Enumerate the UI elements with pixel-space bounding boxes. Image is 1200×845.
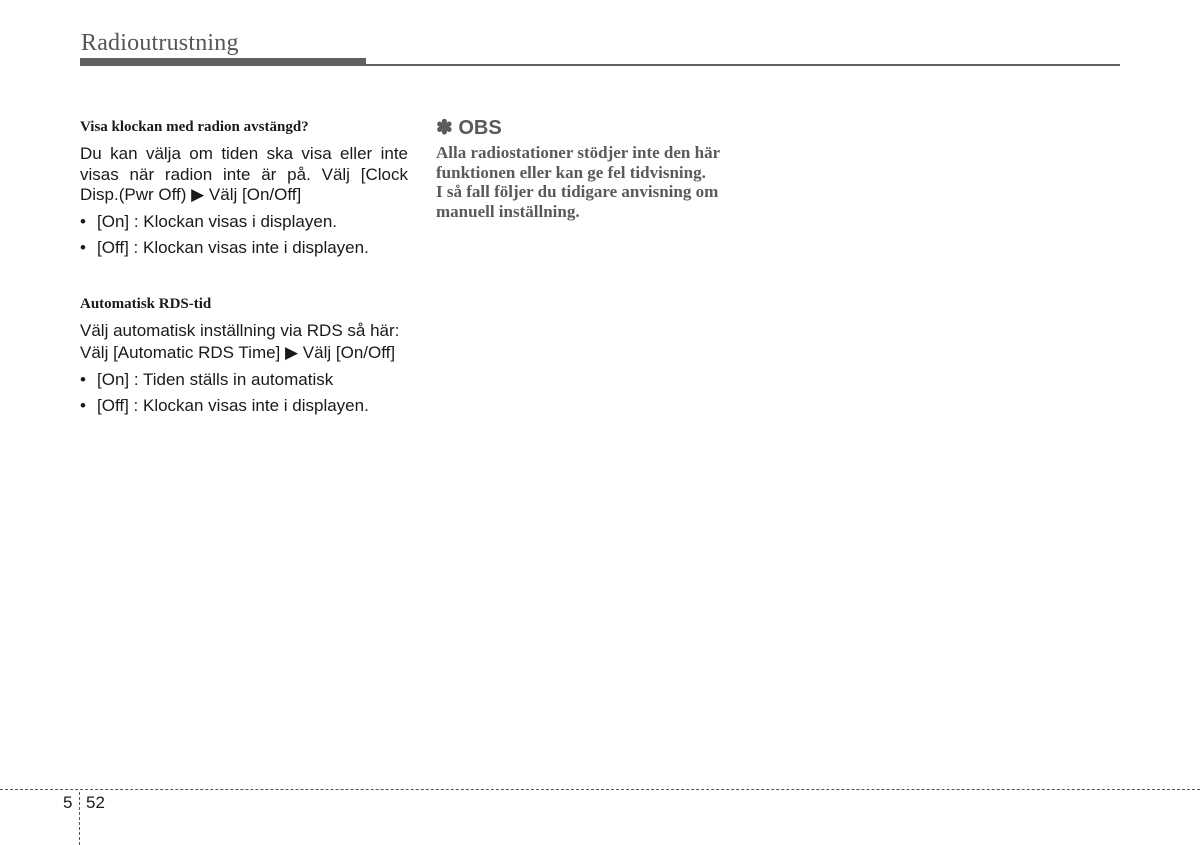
paragraph-rds-intro: Välj automatisk inställning via RDS så här: — [80, 320, 400, 340]
list-item-text: [On] : Klockan visas i displayen. — [97, 211, 338, 231]
list-item — [80, 212, 408, 233]
note-text — [436, 143, 776, 221]
list-item — [80, 238, 408, 259]
bullet-icon: • — [80, 238, 86, 257]
left-column — [80, 118, 408, 423]
list-item — [80, 396, 408, 417]
section-heading-clock: Visa klockan med radion avstängd? — [80, 119, 309, 135]
paragraph-rds-select: Välj [Automatic RDS Time] ▶ Välj [On/Off] — [80, 343, 396, 362]
note-line: I så fall följer du tidigare anvisning om — [436, 182, 719, 201]
bullet-icon: • — [80, 396, 86, 415]
note-line: Alla radiostationer stödjer inte den här — [436, 143, 721, 162]
footer-rule — [0, 789, 1200, 790]
footer-divider — [79, 792, 80, 845]
list-item-text: [Off] : Klockan visas inte i displayen. — [97, 238, 369, 257]
header-rule — [366, 64, 1120, 66]
header-bar — [80, 58, 366, 66]
page-number: 52 — [86, 793, 105, 812]
section-heading-rds: Automatisk RDS-tid — [80, 295, 212, 312]
note-box — [436, 117, 776, 221]
list-item — [80, 370, 408, 391]
note-line: funktionen eller kan ge fel tidvisning. — [436, 162, 706, 182]
note-heading: ✽ OBS — [436, 117, 502, 139]
list-item-text: [On] : Tiden ställs in automatisk — [97, 369, 334, 389]
paragraph-clock: Du kan välja om tiden ska visa eller inte visas när radion inte är på. Välj [Clock Disp.(Pwr Off) ▶ Välj [On/Off] — [80, 144, 408, 204]
note-line: manuell inställning. — [436, 201, 580, 221]
chapter-number: 5 — [63, 793, 73, 812]
page-header-title: Radioutrustning — [81, 30, 239, 56]
bullet-icon: • — [80, 211, 86, 231]
list-item-text: [Off] : Klockan visas inte i displayen. — [97, 396, 369, 415]
bullet-icon: • — [80, 369, 86, 389]
